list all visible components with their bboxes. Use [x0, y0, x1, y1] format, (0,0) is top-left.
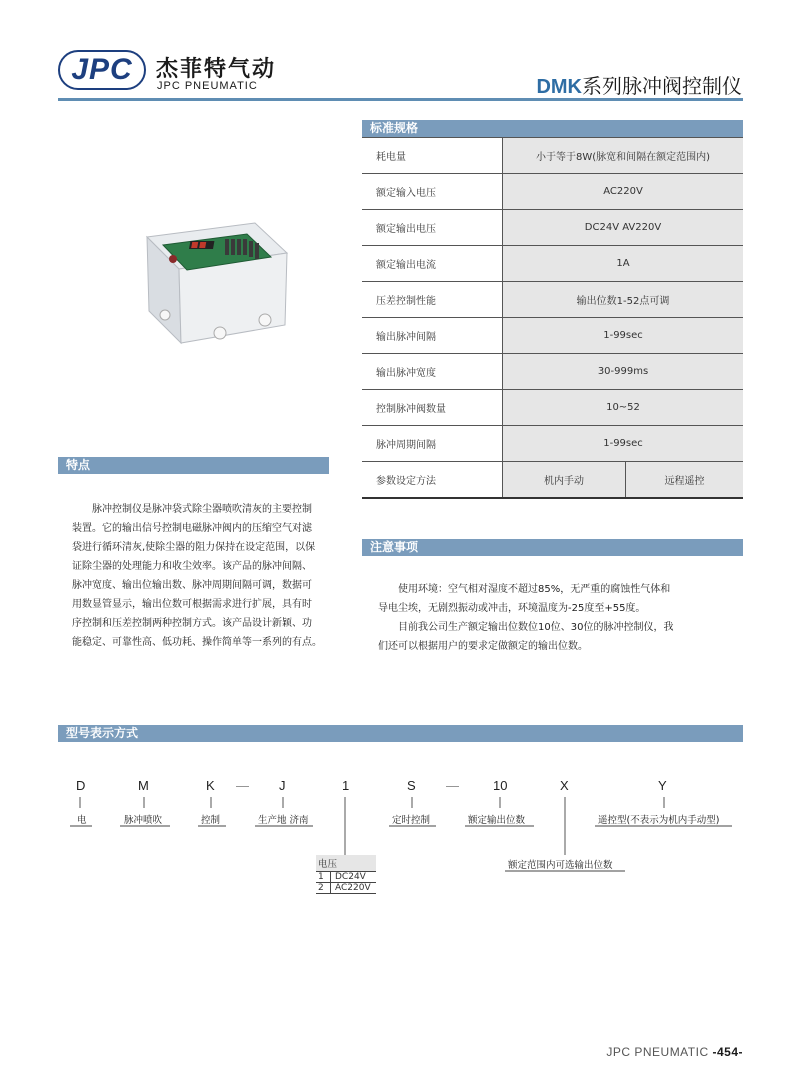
page-title-series: DMK [536, 76, 582, 98]
code-dash-2: — [446, 778, 459, 793]
spec-key: 额定输入电压 [362, 174, 503, 210]
code-10: 10 [493, 778, 508, 793]
features-line: 用数显管显示，输出位数可根据需求进行扩展，具有时 [72, 599, 312, 610]
spec-key: 控制脉冲阀数量 [362, 390, 503, 426]
spec-value: 10~52 [503, 390, 744, 426]
voltage-option-name: AC220V [331, 883, 377, 894]
label-electric: 电 [77, 815, 87, 826]
spec-value: 1-99sec [503, 426, 744, 462]
spec-key: 额定输出电压 [362, 210, 503, 246]
spec-key: 输出脉冲宽度 [362, 354, 503, 390]
spec-value: DC24V AV220V [503, 210, 744, 246]
code-m: M [138, 778, 149, 793]
features-line: 能稳定、可靠性高、低功耗、操作简单等一系列的有点。 [72, 637, 322, 648]
code-k: K [206, 778, 215, 793]
spec-key: 输出脉冲间隔 [362, 318, 503, 354]
spec-heading: 标准规格 [362, 120, 743, 137]
label-pulse-jet: 脉冲喷吹 [124, 815, 163, 826]
voltage-option-num: 1 [316, 872, 331, 883]
voltage-legend-table [316, 872, 376, 894]
spec-key: 额定输出电流 [362, 246, 503, 282]
spec-value: 输出位数1-52点可调 [503, 282, 744, 318]
spec-key: 耗电量 [362, 138, 503, 174]
spec-value: 1-99sec [503, 318, 744, 354]
spec-value-remote: 远程遥控 [626, 462, 744, 499]
notes-line: 导电尘埃，无剧烈振动或冲击，环境温度为-25度至+55度。 [378, 603, 646, 614]
voltage-option-name: DC24V [331, 872, 377, 883]
notes-line: 使用环境：空气相对湿度不超过85%，无严重的腐蚀性气体和 [398, 584, 671, 595]
spec-value: 1A [503, 246, 744, 282]
footer-brand: JPC PNEUMATIC [606, 1045, 709, 1059]
page-title-text: 系列脉冲阀控制仪 [582, 74, 742, 98]
code-d: D [76, 778, 86, 793]
features-line: 脉冲控制仪是脉冲袋式除尘器喷吹清灰的主要控制 [92, 504, 312, 515]
features-heading: 特点 [58, 457, 329, 474]
features-line: 装置。它的输出信号控制电磁脉冲阀内的压缩空气对滤 [72, 523, 312, 534]
spec-key: 压差控制性能 [362, 282, 503, 318]
spec-value-manual: 机内手动 [503, 462, 626, 499]
notes-heading: 注意事项 [362, 539, 743, 556]
notes-line: 们还可以根据用户的要求定做额定的输出位数。 [378, 641, 588, 652]
code-dash-1: — [236, 778, 249, 793]
notes-line: 目前我公司生产额定输出位数位10位、30位的脉冲控制仪，我 [398, 622, 674, 633]
features-line: 袋进行循环清灰,使除尘器的阻力保持在设定范围，以保 [72, 542, 316, 553]
label-timed-control: 定时控制 [392, 815, 431, 826]
code-1: 1 [342, 778, 350, 793]
features-line: 脉冲宽度、输出位输出数、脉冲周期间隔可调，数据可 [72, 580, 312, 591]
features-line: 序控制和压差控制两种控制方式。该产品设计新颖、功 [72, 618, 312, 629]
spec-key: 参数设定方法 [362, 462, 503, 499]
label-remote-type: 遥控型(不表示为机内手动型) [598, 815, 720, 826]
code-x: X [560, 778, 569, 793]
voltage-option-num: 2 [316, 883, 331, 894]
brand-name-cn: 杰菲特气动 [156, 57, 277, 82]
voltage-legend-title: 电压 [316, 855, 376, 872]
features-line: 证除尘器的处理能力和收尘效率。该产品的脉冲间隔、 [72, 561, 312, 572]
code-j: J [279, 778, 286, 793]
label-selectable-outputs: 额定范围内可选输出位数 [508, 860, 613, 871]
code-y: Y [658, 778, 667, 793]
page-number: -454- [712, 1045, 743, 1059]
spec-key: 脉冲周期间隔 [362, 426, 503, 462]
code-s: S [407, 778, 416, 793]
label-origin: 生产地 济南 [258, 815, 309, 826]
model-heading: 型号表示方式 [58, 725, 743, 742]
spec-value: 30-999ms [503, 354, 744, 390]
brand-name-en: JPC PNEUMATIC [157, 80, 258, 92]
footer [606, 1045, 743, 1059]
voltage-option [316, 883, 376, 894]
jpc-logo: JPC [58, 50, 146, 90]
spec-value: 小于等于8W(脉宽和间隔在额定范围内) [503, 138, 744, 174]
voltage-legend [316, 855, 376, 894]
spec-value: AC220V [503, 174, 744, 210]
voltage-option [316, 872, 376, 883]
label-rated-outputs: 额定输出位数 [468, 815, 526, 826]
label-control: 控制 [201, 815, 221, 826]
